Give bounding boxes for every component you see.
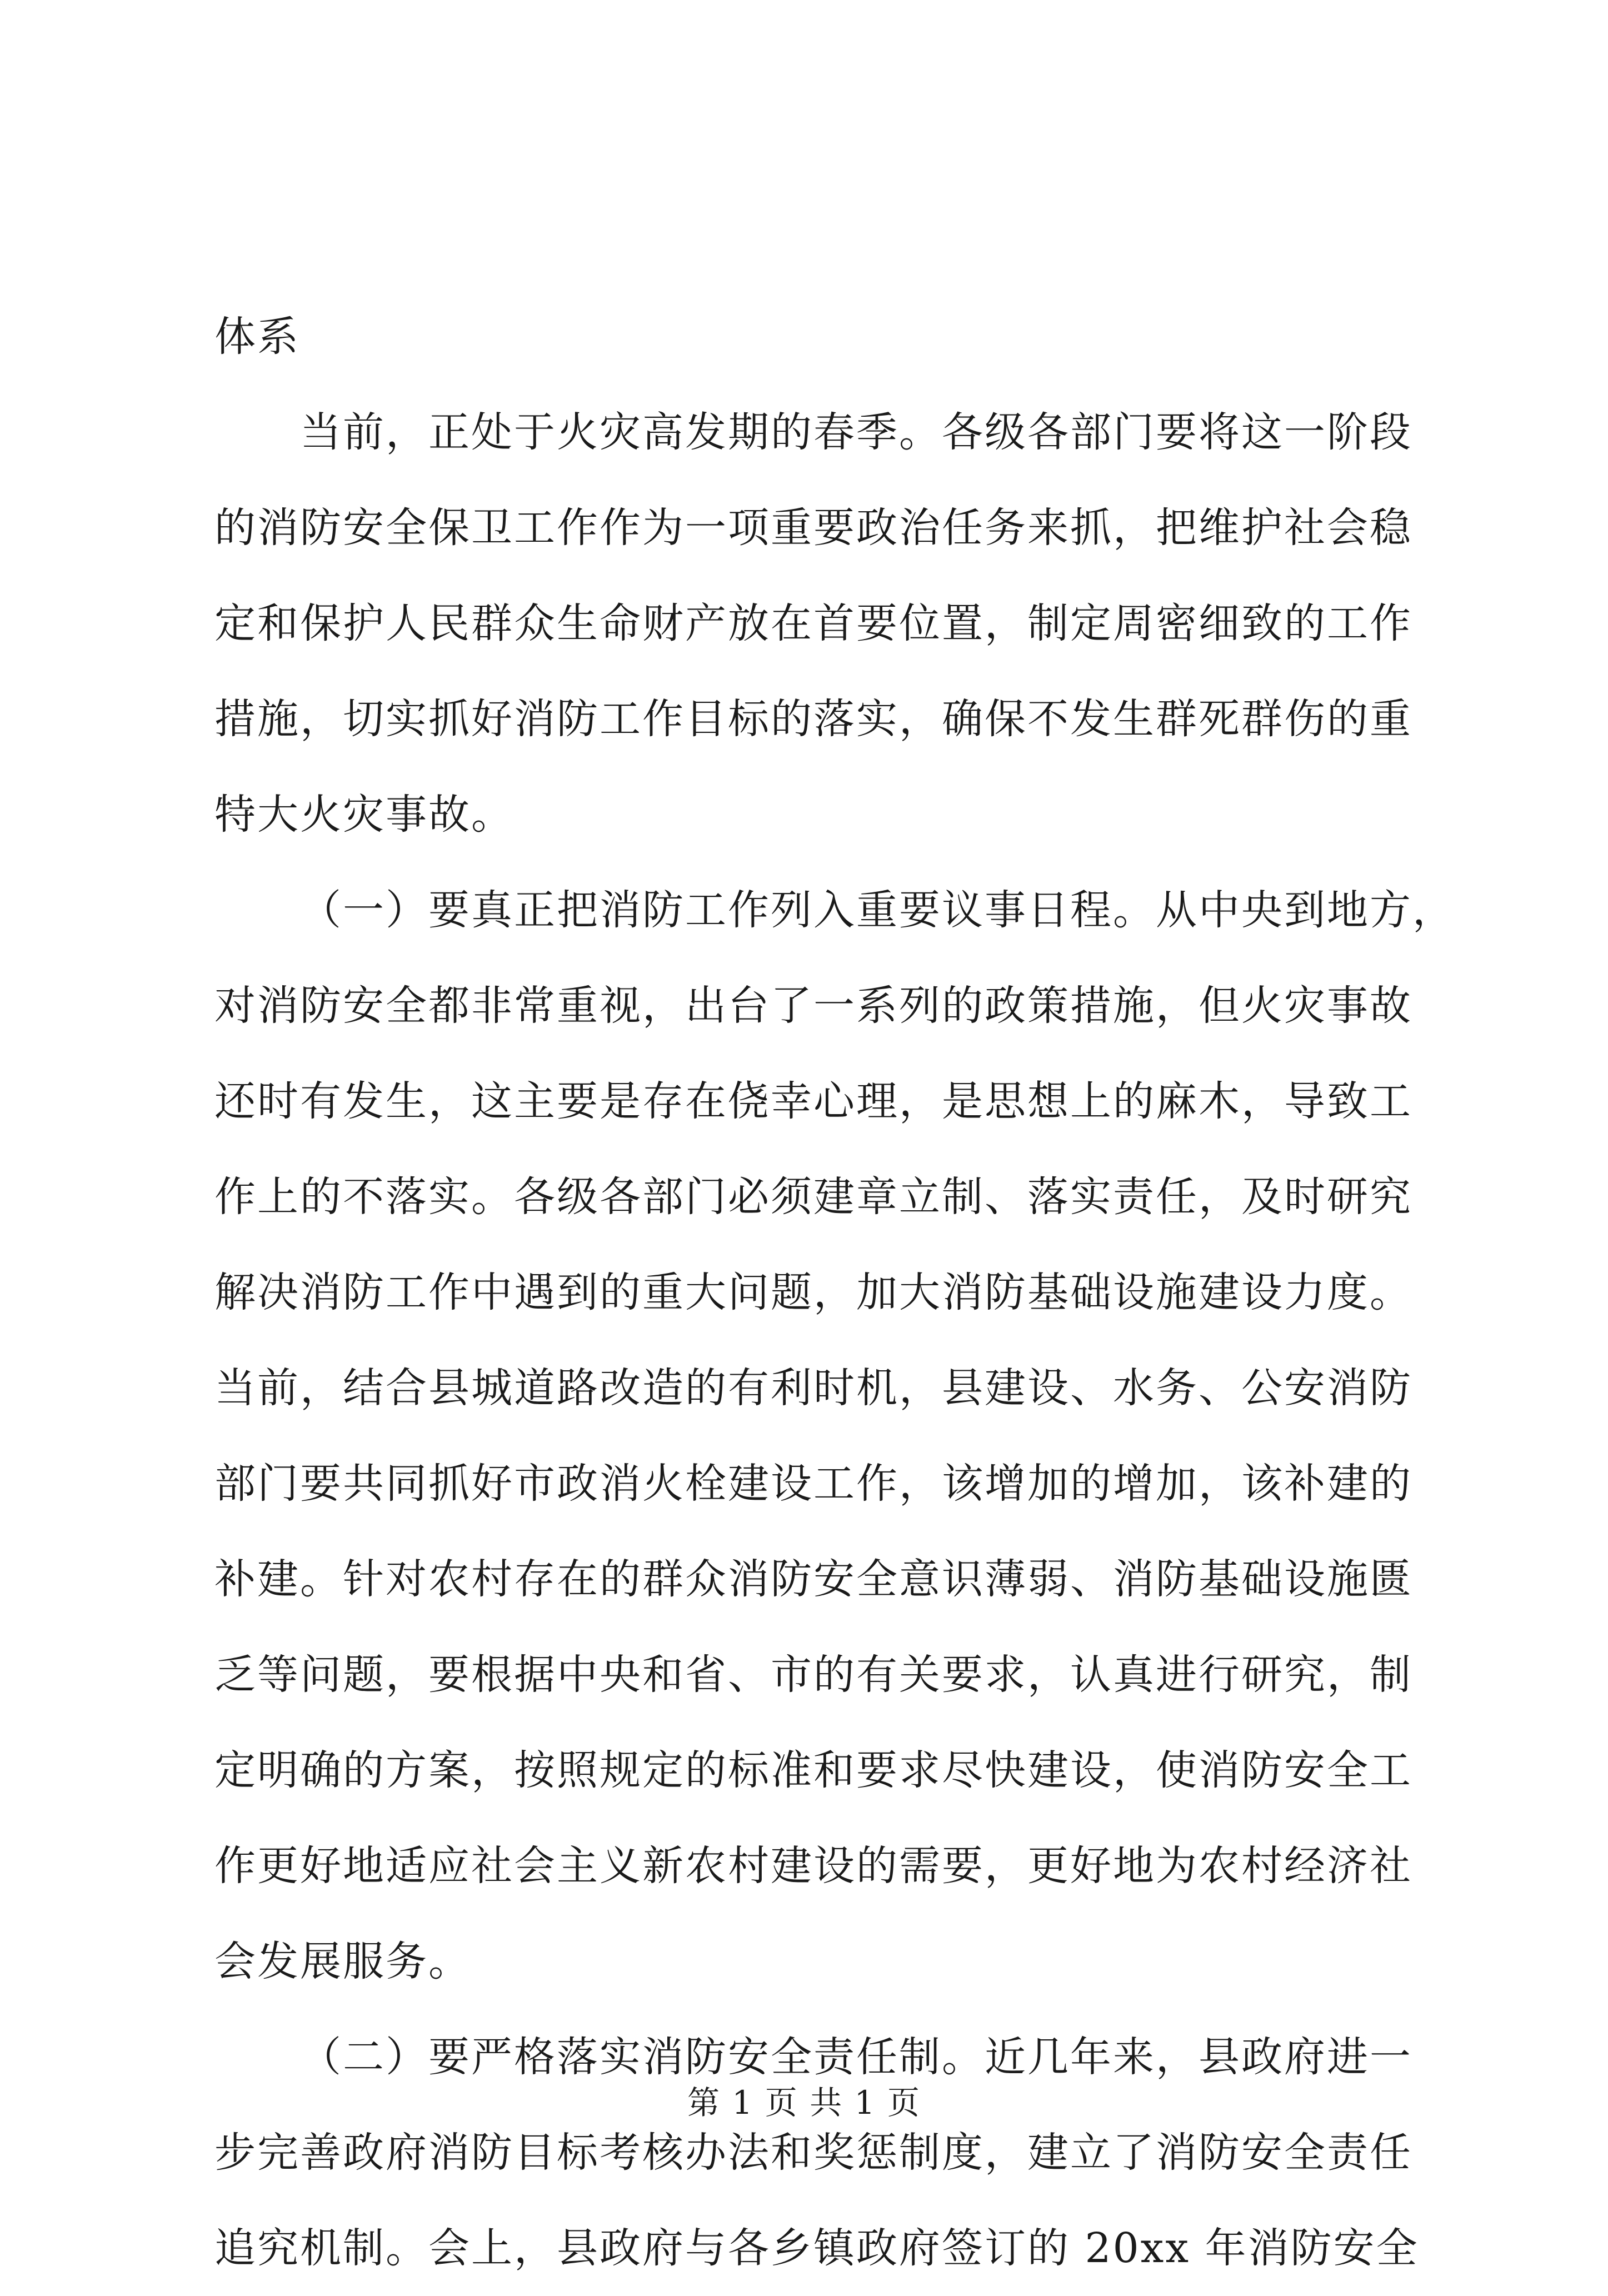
text-line: 步完善政府消防目标考核办法和奖惩制度，建立了消防安全责任 xyxy=(214,2129,1412,2177)
text-line: 作更好地适应社会主义新农村建设的需要，更好地为农村经济社 xyxy=(214,1842,1412,1890)
text-line: 还时有发生，这主要是存在侥幸心理，是思想上的麻木，导致工 xyxy=(214,1077,1412,1125)
text-line: （二）要严格落实消防安全责任制。近几年来，县政府进一 xyxy=(300,2033,1412,2081)
text-line: （一）要真正把消防工作列入重要议事日程。从中央到地方， xyxy=(300,886,1455,934)
text-line: 乏等问题，要根据中央和省、市的有关要求，认真进行研究，制 xyxy=(214,1651,1412,1699)
text-line: 补建。针对农村存在的群众消防安全意识薄弱、消防基础设施匮 xyxy=(214,1555,1412,1603)
text-line: 的消防安全保卫工作作为一项重要政治任务来抓，把维护社会稳 xyxy=(214,504,1412,552)
page-footer: 第 1 页 共 1 页 xyxy=(687,2084,921,2122)
text-line: 特大火灾事故。 xyxy=(214,791,514,838)
text-line: 会发展服务。 xyxy=(214,1938,471,1985)
text-line: 当前，正处于火灾高发期的春季。各级各部门要将这一阶段 xyxy=(300,408,1412,456)
text-line: 对消防安全都非常重视，出台了一系列的政策措施，但火灾事故 xyxy=(214,982,1412,1030)
text-line: 部门要共同抓好市政消火栓建设工作，该增加的增加，该补建的 xyxy=(214,1460,1412,1508)
document-body xyxy=(214,289,1455,2296)
text-line: 体系 xyxy=(214,313,300,361)
text-line: 措施，切实抓好消防工作目标的落实，确保不发生群死群伤的重 xyxy=(214,695,1412,743)
text-line: 定和保护人民群众生命财产放在首要位置，制定周密细致的工作 xyxy=(214,600,1412,647)
text-line: 定明确的方案，按照规定的标准和要求尽快建设，使消防安全工 xyxy=(214,1746,1412,1794)
text-line: 作上的不落实。各级各部门必须建章立制、落实责任，及时研究 xyxy=(214,1173,1412,1221)
text-line: 当前，结合县城道路改造的有利时机，县建设、水务、公安消防 xyxy=(214,1364,1412,1412)
text-line: 追究机制。会上，县政府与各乡镇政府签订的 20xx 年消防安全 xyxy=(214,2224,1419,2272)
text-line: 解决消防工作中遇到的重大问题，加大消防基础设施建设力度。 xyxy=(214,1269,1412,1316)
